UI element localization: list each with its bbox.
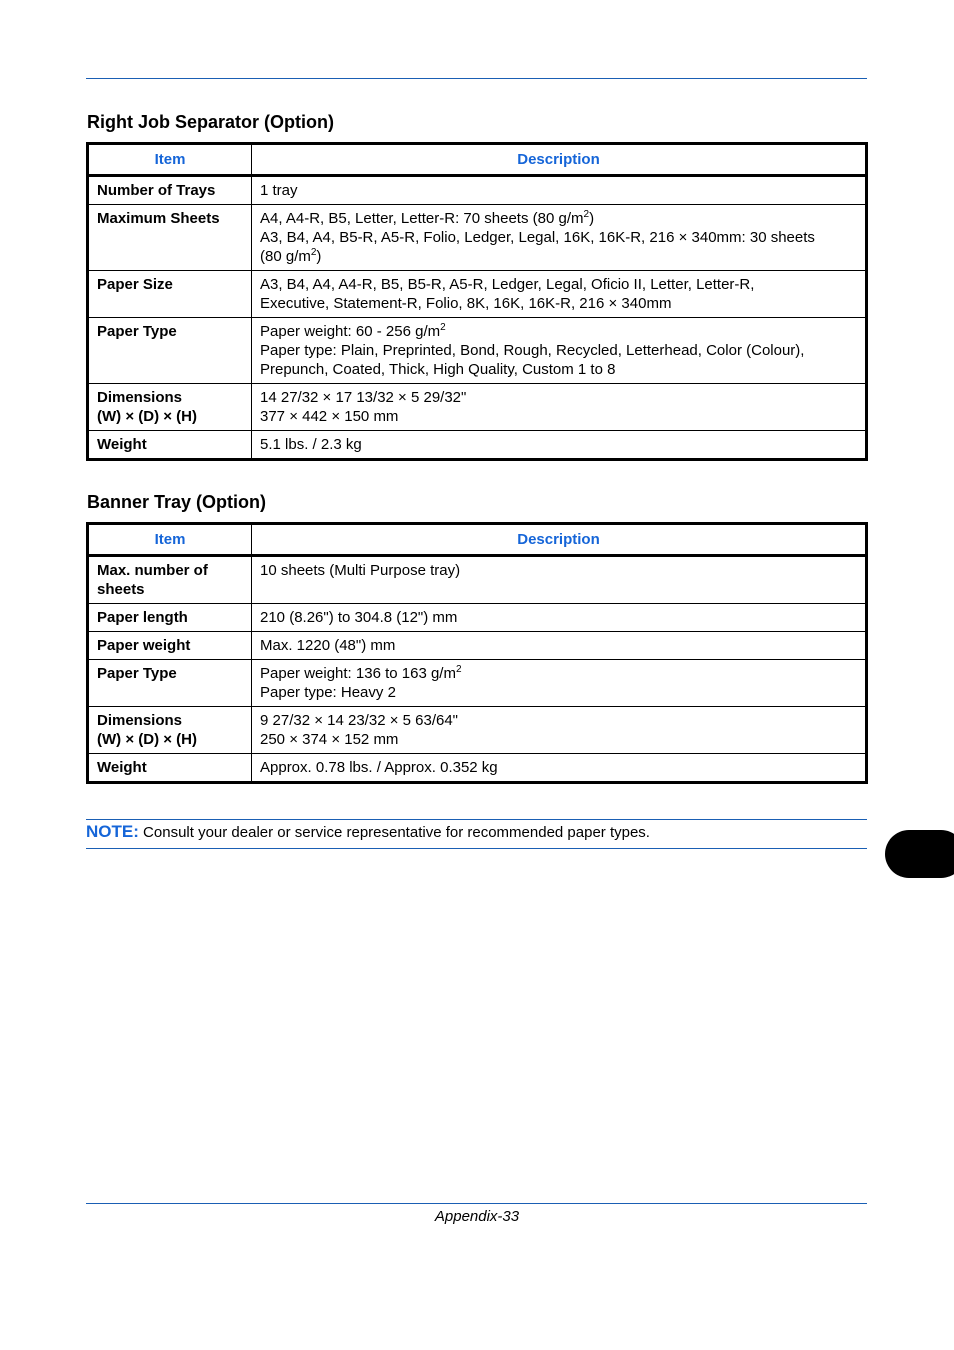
description-text: Paper weight: 136 to 163 g/m (260, 665, 456, 682)
note-label: NOTE: (86, 822, 139, 841)
spec-item-label: (W) × (D) × (H) (97, 731, 197, 748)
spec-item-cell (88, 632, 252, 660)
spec-item-label: Maximum Sheets (97, 210, 220, 227)
superscript-unit: 2 (583, 209, 590, 220)
table-row (88, 632, 867, 660)
spec-item-cell (88, 660, 252, 707)
chapter-tab-marker (885, 830, 954, 878)
top-rule (86, 78, 867, 79)
superscript-unit: 2 (455, 664, 462, 675)
superscript-unit: 2 (310, 247, 317, 258)
spec-item-label: Paper weight (97, 637, 191, 654)
table-row (88, 271, 867, 318)
spec-description-line (260, 711, 857, 730)
description-text: Paper type: Plain, Preprinted, Bond, Rough, Recycled, Letterhead, Color (Colour), (260, 342, 805, 359)
description-text-suffix: ) (589, 210, 595, 227)
spec-description-line (260, 561, 857, 580)
spec-table-banner-tray (86, 522, 868, 784)
table-row (88, 754, 867, 783)
spec-description-cell (252, 205, 867, 271)
spec-description-line (260, 341, 857, 360)
spec-description-line (260, 636, 857, 655)
table-row (88, 318, 867, 384)
spec-item-label: Paper length (97, 609, 188, 626)
spec-description-line (260, 435, 857, 454)
spec-description-line (260, 209, 857, 228)
column-header-item: Item (88, 524, 252, 556)
column-header-description: Description (252, 524, 867, 556)
spec-item-label: Paper Size (97, 276, 173, 293)
description-text: 250 × 374 × 152 mm (260, 731, 399, 748)
description-text: 14 27/32 × 17 13/32 × 5 29/32" (260, 389, 467, 406)
spec-table-right-job-separator (86, 142, 868, 461)
spec-description-cell (252, 318, 867, 384)
description-text: Paper type: Heavy 2 (260, 684, 396, 701)
superscript-unit: 2 (440, 322, 446, 333)
spec-description-cell (252, 271, 867, 318)
spec-item-cell (88, 707, 252, 754)
spec-item-label: (W) × (D) × (H) (97, 408, 197, 425)
note-text: Consult your dealer or service representative for recommended paper types. (138, 824, 650, 841)
spec-description-line (260, 388, 857, 407)
description-text: 377 × 442 × 150 mm (260, 408, 399, 425)
description-text: 10 sheets (Multi Purpose tray) (260, 562, 461, 579)
spec-description-line (260, 275, 857, 294)
note-bottom-rule (86, 848, 867, 849)
spec-item-label: Dimensions (97, 389, 183, 406)
spec-description-line (260, 664, 857, 683)
page-number: Appendix-33 (434, 1208, 520, 1225)
table-row (88, 176, 867, 205)
table-row (88, 660, 867, 707)
description-text: A4, A4-R, B5, Letter, Letter-R: 70 sheets (80 g/m (260, 210, 584, 227)
spec-description-line (260, 360, 857, 379)
note (86, 822, 867, 843)
spec-description-cell (252, 384, 867, 431)
spec-item-cell (88, 754, 252, 783)
description-text: 1 tray (260, 182, 298, 199)
column-header-item: Item (88, 144, 252, 176)
spec-item-cell (88, 176, 252, 205)
description-text: A3, B4, A4, B5-R, A5-R, Folio, Ledger, Legal, 16K, 16K-R, 216 × 340mm: 30 sheets (260, 229, 815, 246)
table-row (88, 431, 867, 460)
column-header-description: Description (252, 144, 867, 176)
spec-description-cell (252, 754, 867, 783)
table-header-row (88, 144, 867, 176)
table-row (88, 707, 867, 754)
description-text: Prepunch, Coated, Thick, High Quality, Custom 1 to 8 (260, 361, 616, 378)
spec-description-line (260, 247, 857, 266)
description-text: Paper weight: 60 - 256 g/m (260, 323, 441, 340)
spec-description-cell (252, 556, 867, 604)
description-text: Executive, Statement-R, Folio, 8K, 16K, 16K-R, 216 × 340mm (260, 295, 672, 312)
spec-description-line (260, 228, 857, 247)
spec-item-label: Number of Trays (97, 182, 216, 199)
description-text: Approx. 0.78 lbs. / Approx. 0.352 kg (260, 759, 498, 776)
table-row (88, 205, 867, 271)
table-row (88, 384, 867, 431)
spec-item-label: Paper Type (97, 323, 177, 340)
spec-item-label: Weight (97, 759, 147, 776)
table-header-row (88, 524, 867, 556)
spec-description-line (260, 758, 857, 777)
spec-description-line (260, 407, 857, 426)
description-text: (80 g/m (260, 248, 311, 265)
description-text: 210 (8.26") to 304.8 (12") mm (260, 609, 458, 626)
description-text: 9 27/32 × 14 23/32 × 5 63/64" (260, 712, 458, 729)
spec-item-cell (88, 271, 252, 318)
footer-rule (86, 1203, 867, 1204)
description-text: Max. 1220 (48") mm (260, 637, 396, 654)
spec-description-cell (252, 431, 867, 460)
description-text: A3, B4, A4, A4-R, B5, B5-R, A5-R, Ledger, Legal, Oficio II, Letter, Letter-R, (260, 276, 755, 293)
spec-item-cell (88, 205, 252, 271)
table-row (88, 604, 867, 632)
spec-description-cell (252, 176, 867, 205)
spec-description-line (260, 294, 857, 313)
spec-item-label: Dimensions (97, 712, 183, 729)
spec-description-line (260, 181, 857, 200)
spec-description-line (260, 683, 857, 702)
spec-item-cell (88, 384, 252, 431)
table-row (88, 556, 867, 604)
spec-item-cell (88, 556, 252, 604)
spec-item-label: Paper Type (97, 665, 177, 682)
spec-description-cell (252, 660, 867, 707)
description-text: 5.1 lbs. / 2.3 kg (260, 436, 362, 453)
spec-description-cell (252, 604, 867, 632)
spec-description-cell (252, 707, 867, 754)
spec-item-cell (88, 318, 252, 384)
spec-item-cell (88, 431, 252, 460)
note-top-rule (86, 819, 867, 820)
description-text-suffix: ) (316, 248, 322, 265)
spec-description-line (260, 730, 857, 749)
spec-item-cell (88, 604, 252, 632)
spec-description-line (260, 608, 857, 627)
spec-item-label: Weight (97, 436, 147, 453)
spec-item-label: Max. number of (97, 562, 208, 579)
spec-description-line (260, 322, 857, 341)
spec-description-cell (252, 632, 867, 660)
spec-item-label: sheets (97, 581, 145, 598)
section-title-right-job-separator: Right Job Separator (Option) (87, 112, 334, 132)
section-title-banner-tray: Banner Tray (Option) (87, 492, 267, 512)
